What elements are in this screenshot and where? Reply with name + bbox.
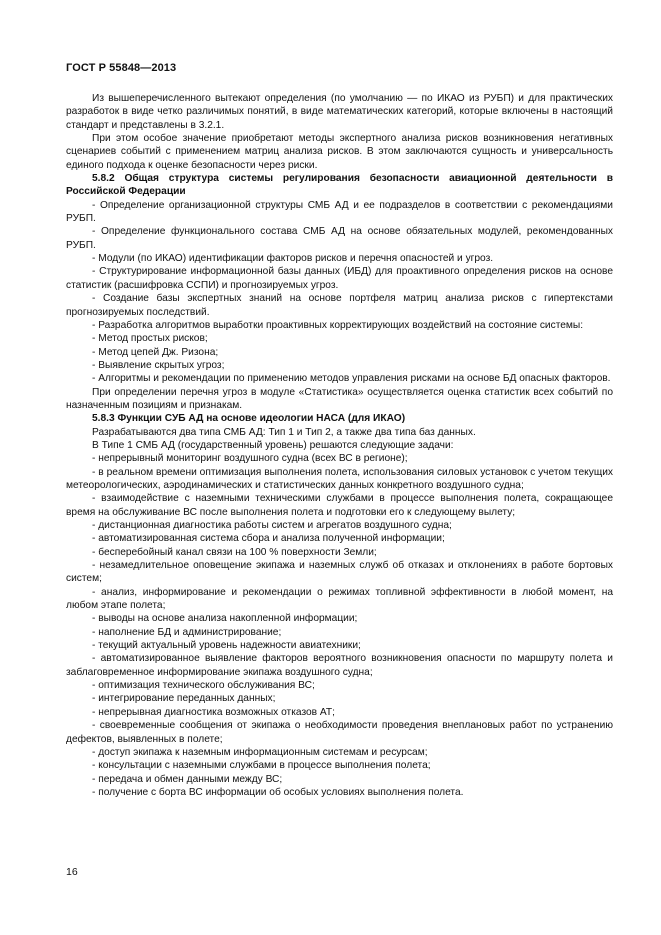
paragraph: - текущий актуальный уровень надежности авиатехники;	[92, 640, 361, 652]
paragraph: Разрабатываются два типа СМБ АД: Тип 1 и Тип 2, а также два типа баз данных.	[92, 426, 476, 438]
paragraph: - консультации с наземными службами в процессе выполнения полета;	[92, 760, 431, 772]
paragraph: - взаимодействие с наземными техническими службами в процессе выполнения полета, сокращающее время на обслуживание ВС после выполнения полета и подготовки его к следующему вылету;	[66, 493, 613, 518]
paragraph: - передача и обмен данными между ВС;	[92, 773, 283, 785]
paragraph: - дистанционная диагностика работы систем и агрегатов воздушного судна;	[92, 520, 452, 531]
section-heading: 5.8.3 Функции СУБ АД на основе идеологии НАСА (для ИКАО)	[92, 413, 406, 425]
paragraph: - непрерывная диагностика возможных отказов АТ;	[92, 706, 335, 718]
paragraph: - автоматизированное выявление факторов вероятного возникновения опасности по маршруту полета и заблаговременное информирование экипажа воздушного судна;	[66, 653, 613, 678]
paragraph: - оптимизация технического обслуживания ВС;	[92, 680, 315, 692]
paragraph: - незамедлительное оповещение экипажа и наземных служб об отказах и отклонениях в работе бортовых систем;	[66, 560, 613, 585]
paragraph: При определении перечня угроз в модуле «Статистика» осуществляется оценка статистик всех событий по назначенным позициям и признакам.	[66, 386, 613, 411]
paragraph: - Модули (по ИКАО) идентификации факторов рисков и перечня опасностей и угроз.	[92, 253, 494, 265]
document-header: ГОСТ Р 55848—2013	[66, 62, 177, 74]
paragraph: - Метод простых рисков;	[92, 333, 208, 345]
paragraph: - в реальном времени оптимизация выполнения полета, использования силовых установок с учетом текущих метеорологических, аэродинамических и статистических данных конкретного воздушного судна;	[66, 466, 613, 491]
page-number: 16	[66, 866, 78, 878]
paragraph: - непрерывный мониторинг воздушного судна (всех ВС в регионе);	[92, 453, 408, 465]
paragraph: - выводы на основе анализа накопленной информации;	[92, 613, 358, 625]
section-heading: 5.8.2 Общая структура системы регулирования безопасности авиационной деятельности в Российской Федерации	[66, 173, 613, 198]
paragraph: Из вышеперечисленного вытекают определения (по умолчанию — по ИКАО из РУБП) и для практических разработок в виде четко различимых понятий, в виде математических категорий, которые включены в настоящий стандарт и представлены в 3.2.1.	[66, 93, 613, 131]
paragraph: - наполнение БД и администрирование;	[92, 626, 282, 638]
paragraph: - Выявление скрытых угроз;	[92, 359, 225, 371]
paragraph: - доступ экипажа к наземным информационным системам и ресурсам;	[92, 746, 428, 758]
paragraph: При этом особое значение приобретают методы экспертного анализа рисков возникновения негативных сценариев событий с применением матриц анализа рисков. В этом заключаются сущность и универсальность единого подхода к оценке безопасности через риски.	[66, 133, 613, 171]
document-body	[66, 92, 613, 799]
paragraph: - Метод цепей Дж. Ризона;	[92, 346, 219, 358]
paragraph: - Определение организационной структуры СМБ АД и ее подразделов в соответствии с рекомендациями РУБП.	[66, 199, 613, 225]
paragraph: В Типе 1 СМБ АД (государственный уровень) решаются следующие задачи:	[92, 439, 454, 451]
paragraph: - анализ, информирование и рекомендации о режимах топливной эффективности в любой момент, на любом этапе полета;	[66, 586, 613, 612]
paragraph: - Определение функционального состава СМБ АД на основе обязательных модулей, рекомендованных РУБП.	[66, 226, 613, 251]
paragraph: - получение с борта ВС информации об особых условиях выполнения полета.	[92, 786, 464, 798]
paragraph: - Создание базы экспертных знаний на основе портфеля матриц анализа рисков с гипертекстами прогнозируемых последствий.	[66, 293, 613, 318]
paragraph: - бесперебойный канал связи на 100 % поверхности Земли;	[92, 546, 377, 558]
paragraph: - Структурирование информационной базы данных (ИБД) для проактивного определения рисков на основе статистик (расшифровка ССПИ) и прогнозируемых угроз.	[66, 266, 613, 291]
paragraph: - Разработка алгоритмов выработки проактивных корректирующих воздействий на состояние системы:	[92, 319, 584, 331]
paragraph: - своевременные сообщения от экипажа о необходимости проведения внеплановых работ по устранению дефектов, выявленных в полете;	[66, 720, 613, 745]
paragraph: - автоматизированная система сбора и анализа полученной информации;	[92, 533, 445, 545]
paragraph: - Алгоритмы и рекомендации по применению методов управления рисками на основе БД опасных факторов.	[92, 373, 611, 385]
paragraph: - интегрирование переданных данных;	[92, 693, 276, 705]
